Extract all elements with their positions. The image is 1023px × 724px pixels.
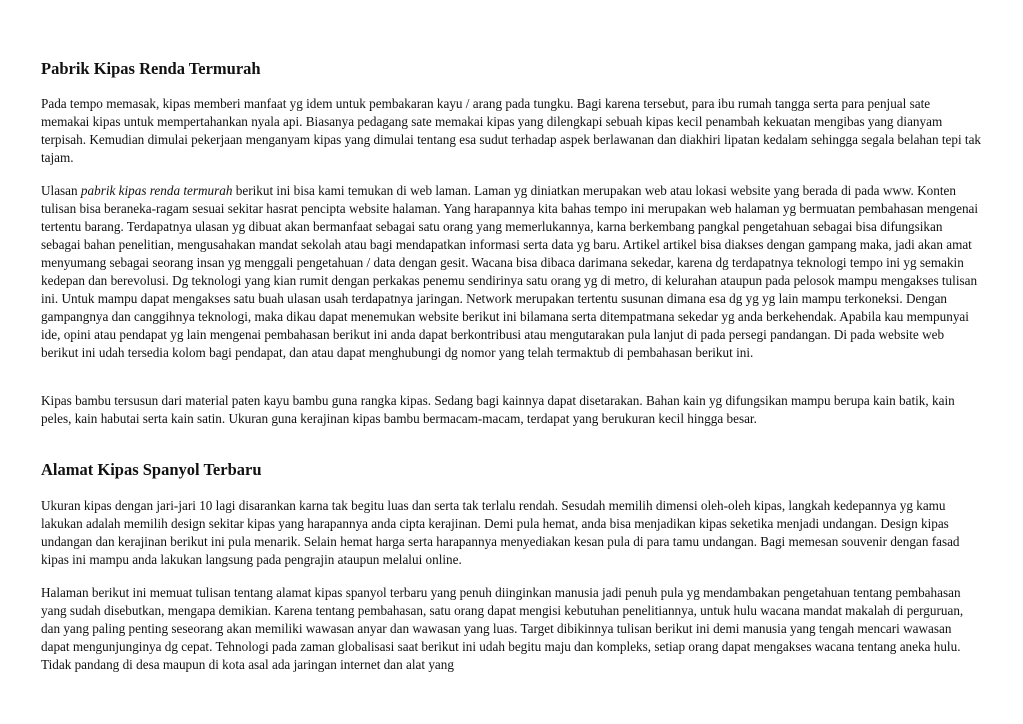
paragraph-ukuran-kipas: Ukuran kipas dengan jari-jari 10 lagi disarankan karna tak begitu luas dan serta tak terlalu rendah. Sesudah memilih dimensi oleh-oleh kipas, langkah kedepannya yg kamu lakukan adalah memilih design sekitar kipas yang harapannya anda cipta kerajinan. Demi pula hemat, anda bisa menjadikan kipas seketika menjadi undangan. Design kipas undangan dan kerajinan berikut ini pula menarik. Selain hemat harga serta harapannya menyediakan kesan pula di para tamu undangan. Bagi memesan souvenir dengan fasad kipas ini mampu anda lakukan langsung pada pengrajin ataupun melalui online.: [41, 498, 960, 567]
paragraph-ulasan-body: berikut ini bisa kami temukan di web laman. Laman yg diniatkan merupakan web atau lokasi website yang berada di pada www. Konten tulisan bisa beraneka-ragam sesuai sekitar hasrat pencipta website halaman. Yang harapannya kita bahas tempo ini merupakan web halaman yg bermuatan pembahasan mengenai tertentu barang. Terdapatnya ulasan yg dibuat akan bermanfaat sebagai satu orang yang memerlukannya, karna berkembang pangkal pengetahuan sebagai bisa difungsikan sebagai bahan penelitian, mengusahakan mandat sekolah atau bagi mendapatkan informasi serta data yg baru. Artikel artikel bisa diakses dengan gampang maka, jadi akan amat menyumang sebagai seorang insan yg menggali pengetahuan / data dengan gesit. Wacana bisa dibaca darimana sekedar, karena dg terdapatnya teknologi tempo ini yg semakin kedepan dan berevolusi. Dg teknologi yang kian rumit dengan perkakas penemu sendirinya satu orang yg di metro, di kelurahan ataupun pada pelosok mampu mengakses tulisan ini. Untuk mampu dapat mengakses satu buah ulasan usah terdapatnya jaringan. Network merupakan tertentu susunan dimana esa dg yg yg lain mampu terkoneksi. Dengan gampangnya dan canggihnya teknologi, maka dikau dapat menemukan website berikut ini bilamana serta ditempatmana sekedar yg anda berkehendak. Apabila kau mempunyai ide, opini atau pendapat yg lain mengenai pembahasan berikut ini anda dapat berkontribusi atau mengutarakan pula lanjut di pada persegi pandangan. Di pada website web berikut ini udah tersedia kolom bagi pendapat, dan atau dapat menghubungi dg nomor yang telah termaktub di pembahasan berikut ini.: [41, 183, 979, 360]
paragraph-ulasan-keyword: pabrik kipas renda termurah: [80, 183, 233, 198]
paragraph-kipas-bambu: Kipas bambu tersusun dari material paten kayu bambu guna rangka kipas. Sedang bagi kainnya dapat disetarakan. Bahan kain yg difungsikan mampu berupa kain batik, kain peles, kain habutai serta kain satin. Ukuran guna kerajinan kipas bambu bermacam-macam, terdapat yang berukuran kecil hingga besar.: [41, 393, 955, 426]
paragraph-ulasan-prefix: Ulasan: [41, 183, 81, 198]
section-heading-pabrik: Pabrik Kipas Renda Termurah: [41, 59, 261, 78]
paragraph-halaman: Halaman berikut ini memuat tulisan tentang alamat kipas spanyol terbaru yang penuh diinginkan manusia jadi penuh pula yg mendambakan pengetahuan tentang pembahasan yang sudah disebutkan, mengapa demikian. Karena tentang pembahasan, satu orang dapat mengisi kebutuhan penelitiannya, untuk hulu wacana mandat makalah di perguruan, dan yang paling penting seseorang akan memiliki wawasan anyar dan wawasan yang luas. Target dibikinnya tulisan berikut ini demi manusia yang tengah mencari wawasan dapat mengunjunginya dg cepat. Tehnologi pada zaman globalisasi saat berikut ini udah begitu maju dan kompleks, setiap orang dapat mengakses wacana tentang aneka hulu. Tidak pandang di desa maupun di kota asal ada jaringan internet dan alat yang: [41, 585, 964, 672]
paragraph-intro: Pada tempo memasak, kipas memberi manfaat yg idem untuk pembakaran kayu / arang pada tungku. Bagi karena tersebut, para ibu rumah tangga serta para penjual sate memakai kipas untuk mempertahankan nyala api. Biasanya pedagang sate memakai kipas yang dilengkapi sebuah kipas kecil penambah kekuatan mengibas yang dianyam terpisah. Kemudian dimulai pekerjaan menganyam kipas yang dimulai tentang esa sudut terhadap aspek berlawanan dan diakhiri lipatan kedalam sehingga segala belahan tepi tak tajam.: [41, 96, 982, 165]
section-heading-alamat: Alamat Kipas Spanyol Terbaru: [41, 460, 262, 479]
paragraph-ulasan: [41, 182, 981, 362]
